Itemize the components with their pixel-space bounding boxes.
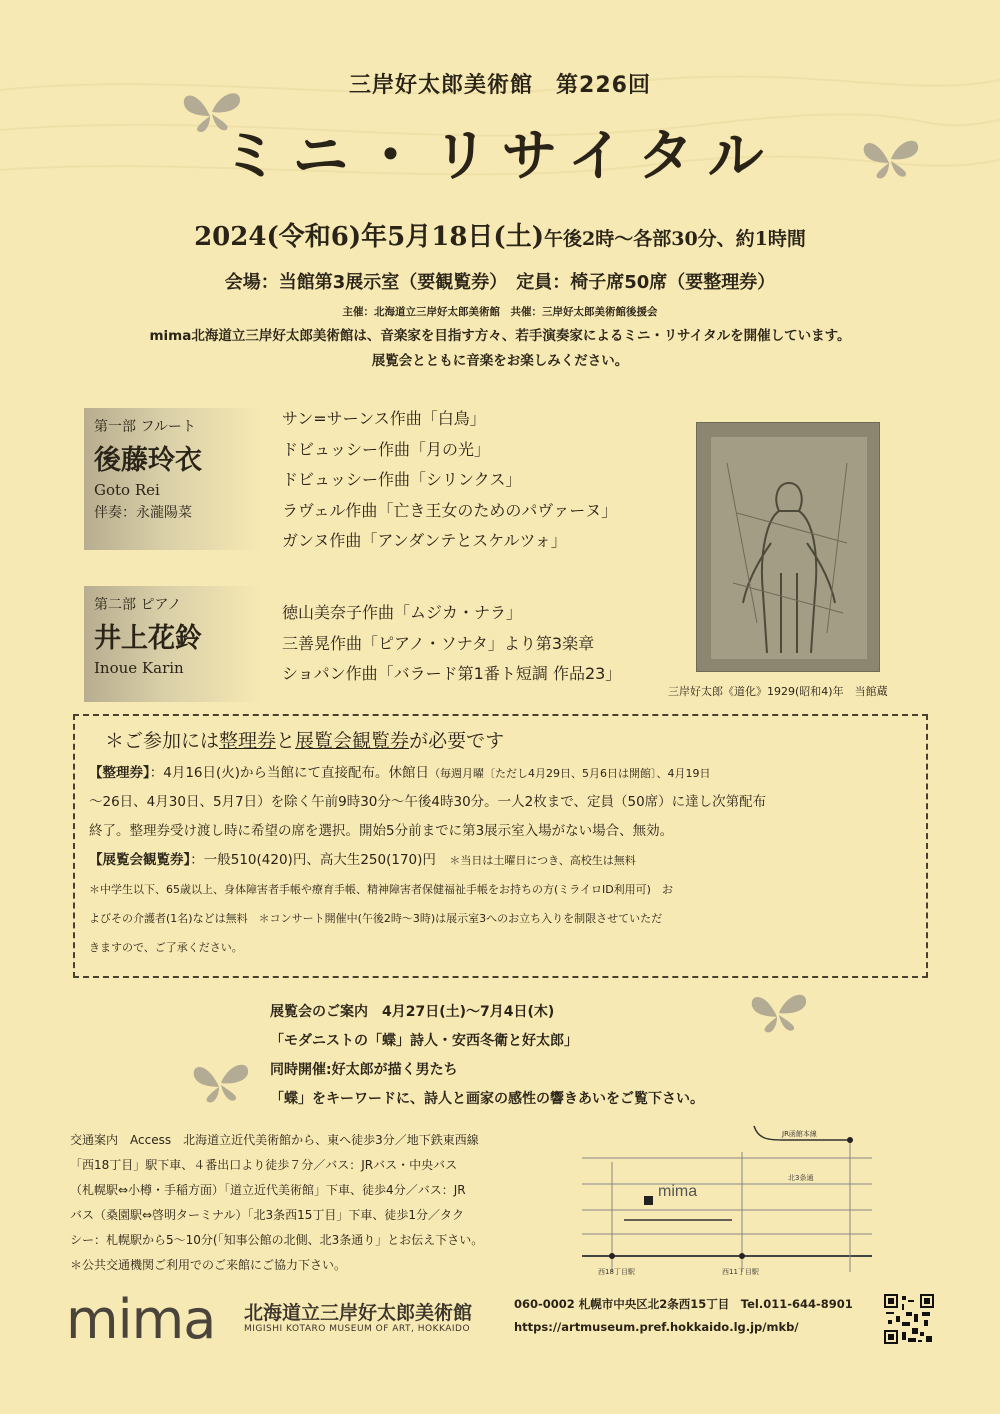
free-admission-info: きますので、ご了承ください。 — [89, 941, 243, 954]
program-item: 徳山美奈子作曲「ムジカ・ナラ」 — [282, 603, 523, 622]
program-item: サン=サーンス作曲「白鳥」 — [282, 409, 486, 428]
organizers: 主催：北海道立三岸好太郎美術館 共催：三岸好太郎美術館後援会 — [342, 306, 658, 318]
access-map — [582, 1122, 872, 1282]
notice-title-ticket: 整理券 — [219, 730, 277, 752]
museum-url[interactable]: https://artmuseum.pref.hokkaido.lg.jp/mkb/ — [514, 1320, 799, 1334]
ticket-text: ：4月16日(火)から当館にて直接配布。休館日 — [149, 765, 430, 781]
program-list-part2 — [282, 598, 621, 690]
program-list-part1 — [282, 404, 617, 557]
page-title: ミニ・リサイタル — [222, 123, 778, 189]
museum-name-en: MIGISHI KOTARO MUSEUM OF ART, HOKKAIDO — [244, 1324, 471, 1334]
performer-name: 井上花鈴 — [94, 623, 202, 654]
free-admission-info: よびその介護者(1名)などは無料 ＊コンサート開催中(午後2時〜3時)は展示室3へのお立ち入りを制限させていただ — [89, 912, 663, 925]
intro-line: 展覧会とともに音楽をお楽しみください。 — [371, 353, 629, 369]
butterfly-icon — [190, 1056, 252, 1106]
notice-title — [105, 726, 912, 753]
access-line: 「西18丁目」駅下車、４番出口より徒歩７分／バス：JRバス・中央バス — [70, 1158, 458, 1172]
part-label: 第二部 ピアノ — [94, 597, 182, 613]
access-line: ＊公共交通機関ご利用でのご来館にご協力下さい。 — [70, 1258, 347, 1272]
venue-info: 会場：当館第3展示室（要観覧券） 定員：椅子席50席（要整理券） — [224, 272, 776, 293]
ticket-text-small: （毎週月曜〔ただし4月29日、5月6日は開館〕、4月19日 — [429, 767, 711, 780]
mima-logo: mima — [66, 1288, 216, 1351]
event-time: 午後2時〜各部30分、約1時間 — [544, 228, 806, 250]
notice-title-admission: 展覧会観覧券 — [295, 730, 410, 752]
notice-box — [73, 714, 928, 978]
museum-address: 060-0002 札幌市中央区北2条西15丁目 Tel.011-644-8901 — [514, 1297, 853, 1311]
map-mima-label: mima — [658, 1183, 698, 1200]
admission-info — [89, 846, 912, 875]
notice-title-prefix: ＊ご参加には — [105, 730, 220, 752]
program-item: ドビュッシー作曲「月の光」 — [282, 439, 491, 459]
exhibition-info — [270, 998, 870, 1114]
map-street-label: 北3条通 — [788, 1174, 814, 1182]
museum-name-jp: 北海道立三岸好太郎美術館 — [244, 1302, 473, 1324]
event-date-line — [0, 216, 1000, 253]
program-item: ガンヌ作曲「アンダンテとスケルツォ」 — [282, 531, 567, 550]
ticket-info-cont: 〜26日、4月30日、5月7日）を除く午前9時30分〜午後4時30分。一人2枚まで、定員（50席）に達し次第配布 — [89, 794, 767, 810]
accompanist: 伴奏：永瀧陽菜 — [94, 505, 192, 521]
access-info — [70, 1128, 560, 1278]
admission-text: ：一般510(420)円、高大生250(170)円 — [190, 852, 436, 868]
exhibition-desc: 「蝶」をキーワードに、詩人と画家の感性の響きあいをご覧下さい。 — [270, 1091, 704, 1107]
map-station-label: 西18丁目駅 — [598, 1268, 635, 1276]
map-station-label: 西11丁目駅 — [722, 1268, 759, 1276]
access-line: バス（桑園駅⇔啓明ターミナル）「北3条西15丁目」下車、徒歩1分／タク — [70, 1208, 464, 1222]
intro-text — [60, 324, 940, 374]
exhibition-title: 「モダニストの「蝶」詩人・安西冬衛と好太郎」 — [270, 1033, 578, 1049]
performer-roman: Inoue Karin — [94, 659, 184, 677]
performer-card-part1 — [84, 408, 262, 550]
program-item: ラヴェル作曲「亡き王女のためのパヴァーヌ」 — [282, 500, 618, 520]
performer-name: 後藤玲衣 — [94, 445, 202, 476]
admission-note: ＊当日は土曜日につき、高校生は無料 — [449, 854, 636, 867]
qr-code-icon[interactable] — [884, 1294, 934, 1344]
part-label: 第一部 フルート — [94, 419, 196, 435]
series-heading: 三岸好太郎美術館 第226回 — [349, 73, 651, 98]
free-admission-info: ＊中学生以下、65歳以上、身体障害者手帳や療育手帳、精神障害者保健福祉手帳をお持ちの方(ミライロID利用可) お — [89, 883, 673, 896]
access-line: 交通案内 Access 北海道立近代美術館から、東へ徒歩3分／地下鉄東西線 — [70, 1133, 479, 1147]
ticket-info — [89, 759, 912, 788]
exhibition-concurrent: 同時開催:好太郎が描く男たち — [270, 1062, 458, 1078]
access-line: シー：札幌駅から5〜10分(「知事公館の北側、北3条通り」とお伝え下さい。 — [70, 1233, 484, 1247]
performer-roman: Goto Rei — [94, 481, 160, 499]
intro-line: mima北海道立三岸好太郎美術館は、音楽家を目指す方々、若手演奏家によるミニ・リサイタルを開催しています。 — [149, 328, 851, 344]
access-line: （札幌駅⇔小樽・手稲方面）「道立近代美術館」下車、徒歩4分／バス：JR — [70, 1183, 466, 1197]
program-item: ドビュッシー作曲「シリンクス」 — [282, 470, 522, 489]
exhibition-guide: 展覧会のご案内 4月27日(土)〜7月4日(木) — [270, 1004, 555, 1020]
admission-label: 【展覧会観覧券】 — [89, 852, 191, 868]
program-item: ショパン作曲「バラード第1番ト短調 作品23」 — [282, 664, 622, 683]
map-rail-label: JR函館本線 — [782, 1130, 817, 1138]
event-date: 2024(令和6)年5月18日(土) — [194, 222, 545, 252]
notice-title-and: と — [276, 730, 296, 752]
artwork-caption: 三岸好太郎《道化》1929(昭和4)年 当館蔵 — [668, 685, 888, 698]
program-item: 三善晃作曲「ピアノ・ソナタ」より第3楽章 — [282, 633, 595, 653]
artwork-image — [696, 422, 880, 672]
ticket-info-cont: 終了。整理券受け渡し時に希望の席を選択。開始5分前までに第3展示室入場がない場合、無効。 — [89, 823, 674, 839]
performer-card-part2 — [84, 586, 262, 702]
notice-title-suffix: が必要です — [409, 730, 505, 752]
ticket-label: 【整理券】 — [89, 765, 150, 781]
